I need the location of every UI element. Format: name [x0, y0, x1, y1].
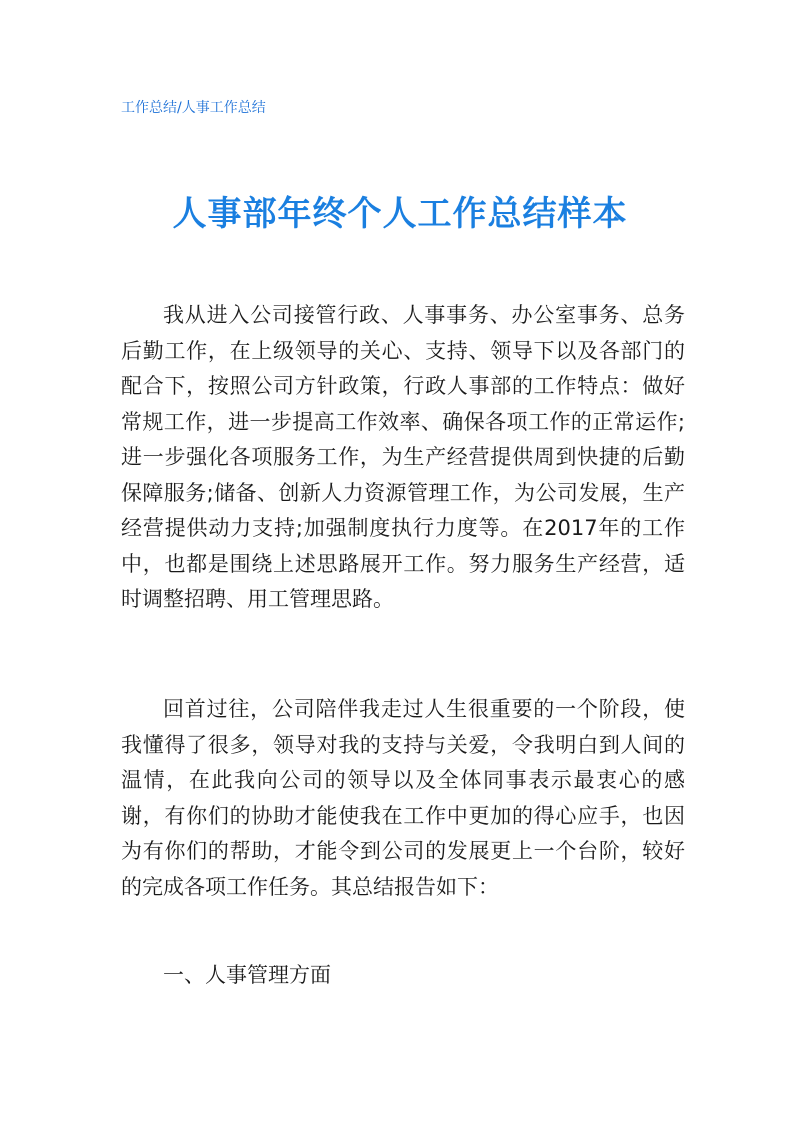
body-paragraph: 我从进入公司接管行政、人事事务、办公室事务、总务后勤工作，在上级领导的关心、支持、领导下以及各部门的配合下，按照公司方针政策，行政人事部的工作特点：做好常规工作，进一步提高工作效率、确保各项工作的正常运作;进一步强化各项服务工作，为生产经营提供周到快捷的后勤保障服务;储备、创新人力资源管理工作，为公司发展，生产经营提供动力支持;加强制度执行力度等。在2017年的工作中，也都是围绕上述思路展开工作。努力服务生产经营，适时调整招聘、用工管理思路。: [121, 303, 685, 611]
body-paragraph: 回首过往，公司陪伴我走过人生很重要的一个阶段，使我懂得了很多，领导对我的支持与关爱，令我明白到人间的温情，在此我向公司的领导以及全体同事表示最衷心的感谢，有你们的协助才能使我在工作中更加的得心应手，也因为有你们的帮助，才能令到公司的发展更上一个台阶，较好的完成各项工作任务。其总结报告如下：: [121, 697, 685, 899]
breadcrumb[interactable]: 工作总结/人事工作总结: [121, 100, 266, 116]
section-heading: 一、人事管理方面: [163, 963, 331, 987]
page-title: 人事部年终个人工作总结样本: [172, 194, 628, 234]
